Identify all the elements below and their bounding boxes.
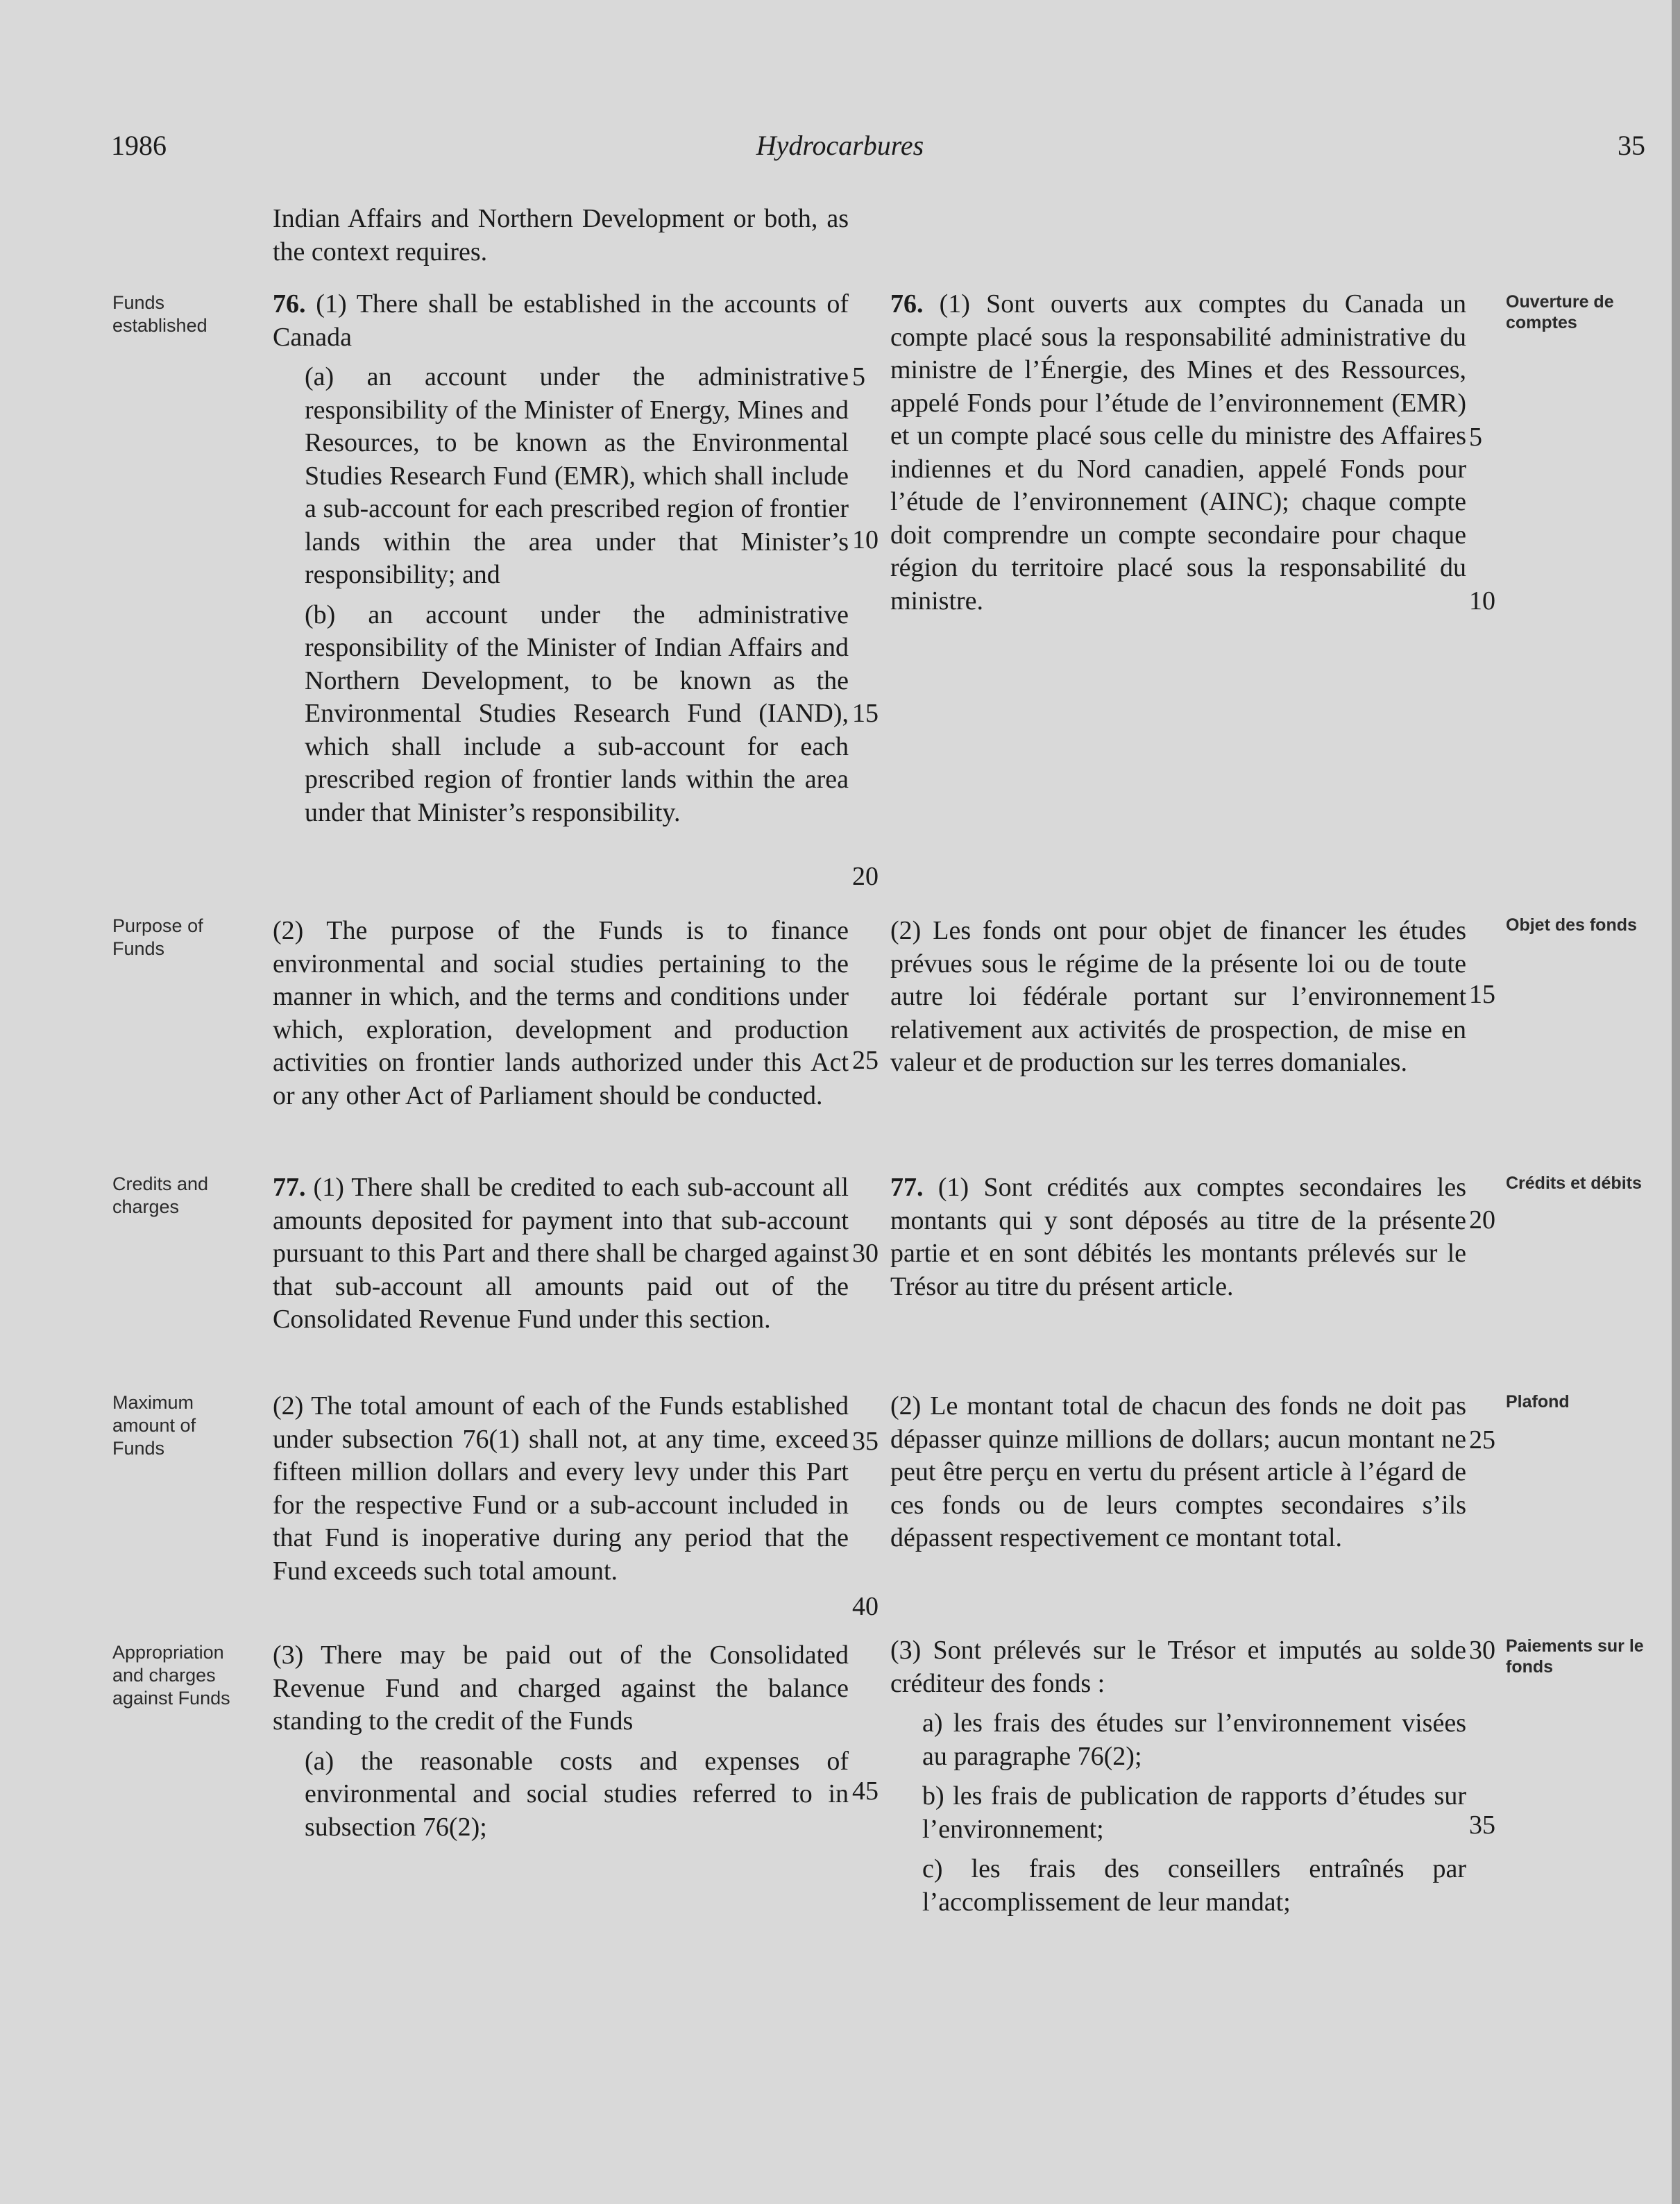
paragraph-77-3-a-fr: a) les frais des études sur l’environnement visées au paragraphe 76(2); [922,1709,1466,1771]
margin-note: Credits and charges [112,1173,209,1217]
margin-note: Appropriation and charges against Funds [112,1642,230,1709]
french-section-76 [890,288,1466,618]
line-number: 15 [1469,980,1495,1009]
line-number: 35 [1469,1811,1495,1840]
line-number: 25 [1469,1425,1495,1455]
section-76-1-fr [890,288,1466,618]
margin-note: Objet des fonds [1506,915,1637,935]
english-section-76-2 [273,915,849,1112]
french-section-77 [890,1171,1466,1303]
section-number: 76. [273,289,306,319]
line-number: 5 [852,362,865,391]
english-column [273,203,849,269]
subsection-76-2-fr: (2) Les fonds ont pour objet de financer les études prévues sous le régime de la présente loi ou de toute autre loi fédérale portant sur l’environnement relativement aux activités de prospection, de mise en valeur et de production sur les terres domaniales. [890,916,1466,1077]
section-number: 77. [890,1173,924,1202]
english-section-77-2 [273,1390,849,1588]
line-number: 15 [852,699,879,728]
paragraph-76-a-en: (a) an account under the administrative responsibility of the Minister of Energy, Mines and Resources, to be known as the Environmental Studies Research Fund (EMR), which shall include a sub-account for each prescribed region of frontier lands within the area under that Minister’s responsibility; and [305,362,849,589]
english-section-76 [273,288,849,829]
section-77-1-en [273,1171,849,1337]
subsection-77-2-en: (2) The total amount of each of the Funds established under subsection 76(1) shall not, at any time, exceed fifteen million dollars and every levy under this Part for the respective Fund or a sub-account included in that Fund is inoperative during any period that the Fund exceeds such total amount. [273,1391,849,1586]
subsection-77-3-en: (3) There may be paid out of the Consolidated Revenue Fund and charged against the balance standing to the credit of the Funds [273,1641,849,1736]
margin-note: Funds established [112,292,207,336]
margin-note: Purpose of Funds [112,915,203,959]
subsection-76-2-en: (2) The purpose of the Funds is to finance environmental and social studies pertaining to the manner in which, and the terms and conditions under which, exploration, development and production activities on frontier lands authorized under this Act or any other Act of Parliament should be conducted. [273,916,849,1110]
french-section-76-2 [890,915,1466,1080]
section-76-1-en [273,288,849,354]
line-number: 30 [1469,1636,1495,1665]
page-edge-shadow [1672,0,1680,2204]
french-section-77-2 [890,1390,1466,1555]
paragraph-76-b-en: (b) an account under the administrative responsibility of the Minister of Indian Affairs and Northern Development, to be known as the Environmental Studies Research Fund (IAND), which shall include a sub-account for each prescribed region of frontier lands within the area under that Minister’s responsibility. [305,600,849,827]
margin-note: Plafond [1506,1392,1570,1412]
subsection-77-3-fr: (3) Sont prélevés sur le Trésor et imputés au solde créditeur des fonds : [890,1636,1466,1698]
english-section-77-3 [273,1639,849,1844]
section-number: 76. [890,289,924,319]
paragraph-77-3-b-fr: b) les frais de publication de rapports d’études sur l’environnement; [922,1781,1466,1844]
line-number: 40 [852,1592,879,1621]
line-number: 45 [852,1777,879,1806]
paragraph-77-3-c-fr: c) les frais des conseillers entraînés par l’accomplissement de leur mandat; [922,1854,1466,1917]
margin-note: Paiements sur le fonds [1506,1636,1644,1677]
line-number: 5 [1469,423,1482,452]
subsection-77-2-fr: (2) Le montant total de chacun des fonds ne doit pas dépasser quinze millions de dollars; aucun montant ne peut être perçu en vertu du présent article à l’égard de ces fonds ou de leurs comptes secondaires s’ils dépassent respectivement ce montant total. [890,1391,1466,1552]
line-number: 35 [852,1427,879,1456]
header-year: 1986 [111,130,167,161]
section-77-1-fr [890,1171,1466,1303]
running-title: Hydrocarbures [756,130,924,161]
continuation-text: Indian Affairs and Northern Development or both, as the context requires. [273,204,849,266]
margin-note: Maximum amount of Funds [112,1392,196,1459]
section-77-1-text: (1) There shall be credited to each sub-account all amounts deposited for payment into that sub-account pursuant to this Part and there shall be charged against that sub-account all amounts paid out of the Consolidated Revenue Fund under this section. [273,1173,849,1334]
line-number: 10 [852,525,879,554]
margin-note: Ouverture de comptes [1506,292,1614,332]
french-section-77-3 [890,1634,1466,1919]
paragraph-77-3-a-en: (a) the reasonable costs and expenses of environmental and social studies referred to in subsection 76(2); [305,1746,849,1842]
line-number: 25 [852,1046,879,1075]
english-section-77 [273,1171,849,1337]
line-number: 30 [852,1239,879,1268]
page-number: 35 [1618,130,1645,161]
section-76-1-text: (1) There shall be established in the accounts of Canada [273,289,849,352]
section-number: 77. [273,1173,306,1202]
line-number: 10 [1469,586,1495,616]
margin-note: Crédits et débits [1506,1173,1642,1193]
line-number: 20 [1469,1205,1495,1235]
section-76-1-text: (1) Sont ouverts aux comptes du Canada un compte placé sous la responsabilité administrative du ministre de l’Énergie, des Mines et des Ressources, appelé Fonds pour l’étude de l’environnement (EMR) et un compte placé sous celle du ministre des Affaires indiennes et du Nord canadien, appelé Fonds pour l’étude de l’environnement (AINC); chaque compte doit comprendre un compte secondaire pour chaque région du territoire placé sous la responsabilité du ministre. [890,289,1466,616]
line-number: 20 [852,862,879,891]
section-77-1-text: (1) Sont crédités aux comptes secondaires les montants qui y sont déposés au titre de la présente partie et en sont débités les montants prélevés sur le Trésor au titre du présent article. [890,1173,1466,1301]
